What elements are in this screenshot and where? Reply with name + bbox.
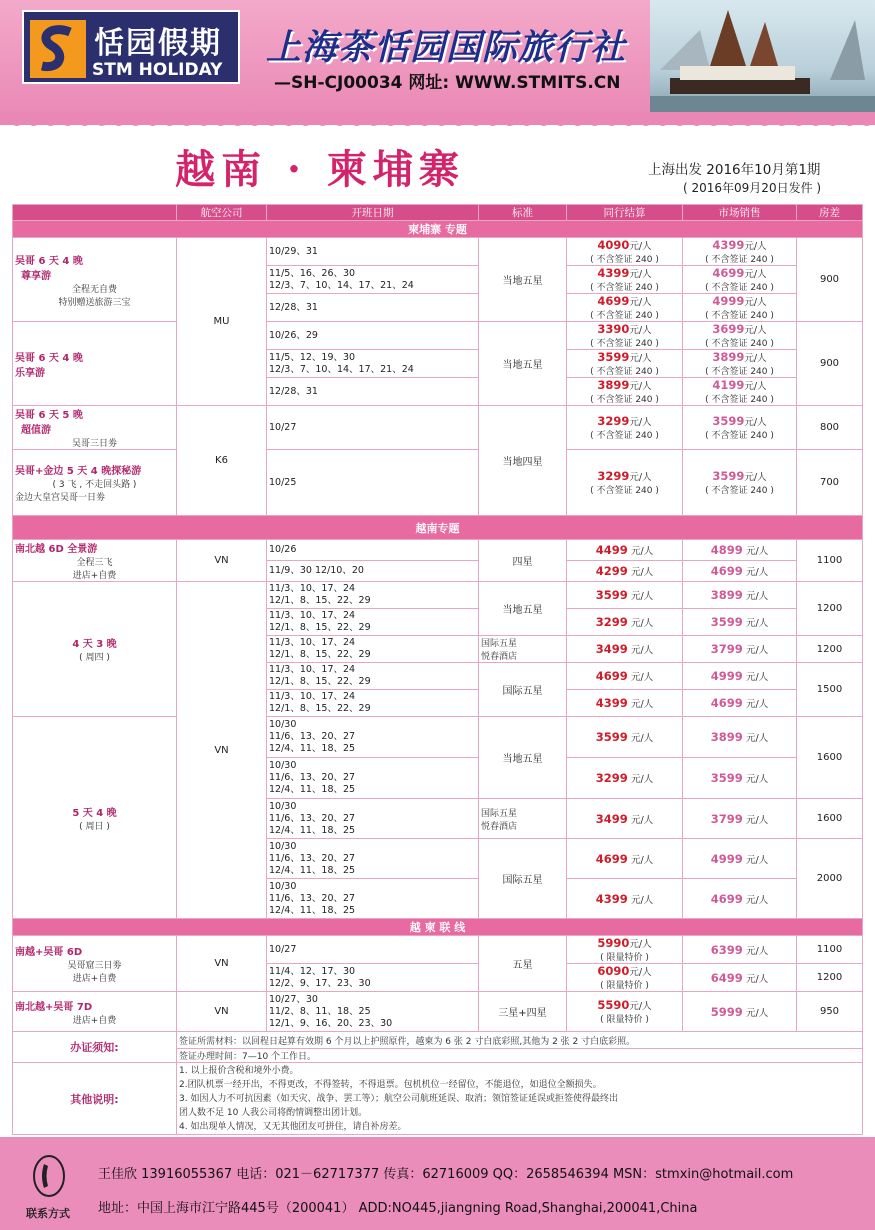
market-price: 4199元/人 ( 不含签证 240 ) xyxy=(683,378,797,406)
table-row xyxy=(13,322,863,350)
route-name[interactable]: 4 天 3 晚 xyxy=(72,639,117,650)
address-info: 地址：中国上海市江宁路445号（200041） ADD:NO445,jiangning Road,Shanghai,200041,China xyxy=(98,1201,698,1216)
tour-dates: 10/27、30 11/2、8、11、18、25 12/1、9、16、20、23、30 xyxy=(267,992,479,1032)
table-row xyxy=(13,450,863,516)
phone-icon xyxy=(32,1154,66,1198)
tour-dates: 10/26、29 xyxy=(267,322,479,350)
market-price: 4899 元/人 xyxy=(683,540,797,561)
trade-price: 3390元/人 ( 不含签证 240 ) xyxy=(567,322,683,350)
logo-s-icon xyxy=(30,20,86,78)
tour-dates: 10/30 11/6、13、20、27 12/4、11、18、25 xyxy=(267,839,479,879)
visa-note-row xyxy=(13,1032,863,1049)
tour-dates: 11/3、10、17、24 12/1、8、15、22、29 xyxy=(267,663,479,690)
market-price: 4699元/人 ( 不含签证 240 ) xyxy=(683,266,797,294)
room-diff: 950 xyxy=(797,992,863,1032)
table-row xyxy=(13,582,863,609)
hotel-standard: 当地五星 xyxy=(479,238,567,322)
section-combo: 越 柬 联 线 xyxy=(13,919,863,936)
tour-dates: 10/30 11/6、13、20、27 12/4、11、18、25 xyxy=(267,717,479,758)
logo-cn-text: 恬园假期 xyxy=(94,26,222,61)
route-name[interactable]: 南北越+吴哥 7D xyxy=(15,1001,93,1013)
route-note: ( 周日 ) xyxy=(79,821,110,832)
table-row xyxy=(13,238,863,266)
route-subname: 超值游 xyxy=(21,425,51,436)
hotel-standard: 三星+四星 xyxy=(479,992,567,1032)
trade-price: 4090元/人 ( 不含签证 240 ) xyxy=(567,238,683,266)
route-note: 进店+自费 xyxy=(72,974,117,984)
room-diff: 1600 xyxy=(797,799,863,839)
trade-price: 4399 元/人 xyxy=(567,879,683,919)
other-note-row xyxy=(13,1063,863,1135)
col-header-standard: 标准 xyxy=(479,205,567,221)
hotel-standard: 当地四星 xyxy=(479,406,567,516)
route-note: 金边大皇宫吴哥一日劵 xyxy=(15,493,106,503)
route-note: 进店+自费 xyxy=(72,571,117,581)
tour-dates: 12/28、31 xyxy=(267,378,479,406)
trade-price: 4399元/人 ( 不含签证 240 ) xyxy=(567,266,683,294)
section-vietnam: 越南专题 xyxy=(13,516,863,540)
route-name[interactable]: 吴哥 6 天 4 晚 xyxy=(15,352,83,364)
tour-dates: 10/26 xyxy=(267,540,479,561)
market-price: 3799 元/人 xyxy=(683,636,797,663)
tour-dates: 11/5、12、19、30 12/3、7、10、14、17、21、24 xyxy=(267,350,479,378)
market-price: 4699 元/人 xyxy=(683,561,797,582)
trade-price: 4499 元/人 xyxy=(567,540,683,561)
trade-price: 4399 元/人 xyxy=(567,690,683,717)
hotel-standard: 国际五星 xyxy=(479,663,567,717)
table-row xyxy=(13,717,863,758)
header-banner xyxy=(0,0,875,125)
junk-boat-photo xyxy=(650,0,875,118)
tour-dates: 12/28、31 xyxy=(267,294,479,322)
route-note: ( 周四 ) xyxy=(79,653,110,663)
trade-price: 3299 元/人 xyxy=(567,609,683,636)
route-name[interactable]: 5 天 4 晚 xyxy=(72,807,117,819)
contact-label: 联系方式 xyxy=(26,1207,70,1220)
route-note: 全程无自费 xyxy=(71,284,117,295)
other-note-label: 其他说明: xyxy=(13,1063,177,1135)
table-row xyxy=(13,406,863,450)
hotel-standard: 五星 xyxy=(479,936,567,992)
market-price: 4999 元/人 xyxy=(683,663,797,690)
room-diff: 900 xyxy=(797,322,863,406)
tour-dates: 11/9、30 12/10、20 xyxy=(267,561,479,582)
market-price: 4999元/人 ( 不含签证 240 ) xyxy=(683,294,797,322)
visa-note-text: 签证办理时间：7—10 个工作日。 xyxy=(177,1049,863,1063)
agency-name: 上海茶恬园国际旅行社 xyxy=(266,28,627,68)
visa-note-label: 办证须知: xyxy=(13,1032,177,1063)
room-diff: 1600 xyxy=(797,717,863,799)
tour-dates: 11/3、10、17、24 12/1、8、15、22、29 xyxy=(267,636,479,663)
price-table xyxy=(12,204,863,1135)
trade-price: 3599 元/人 xyxy=(567,717,683,758)
trade-price: 4699 元/人 xyxy=(567,839,683,879)
tour-dates: 10/27 xyxy=(267,936,479,964)
airline-code: VN xyxy=(177,582,267,919)
hotel-standard: 国际五星 xyxy=(479,839,567,919)
route-note: 吴哥三日劵 xyxy=(71,439,117,449)
col-header xyxy=(13,205,177,221)
market-price: 6399 元/人 xyxy=(683,936,797,964)
tour-dates: 11/3、10、17、24 12/1、8、15、22、29 xyxy=(267,609,479,636)
table-row xyxy=(13,540,863,561)
market-price: 3699元/人 ( 不含签证 240 ) xyxy=(683,322,797,350)
route-name[interactable]: 吴哥+金边 5 天 4 晚探秘游 xyxy=(15,466,142,477)
trade-price: 3299 元/人 xyxy=(567,758,683,799)
route-subname: 乐享游 xyxy=(15,367,45,379)
trade-price: 3599 元/人 xyxy=(567,582,683,609)
tour-dates: 10/25 xyxy=(267,450,479,516)
trade-price: 3899元/人 ( 不含签证 240 ) xyxy=(567,378,683,406)
departure-info: 上海出发 2016年10月第1期 xyxy=(648,162,821,178)
market-price: 3599 元/人 xyxy=(683,758,797,799)
trade-price: 4699元/人 ( 不含签证 240 ) xyxy=(567,294,683,322)
route-note: ( 3 飞 , 不走回头路 ) xyxy=(52,480,137,490)
room-diff: 800 xyxy=(797,406,863,450)
col-header-dates: 开班日期 xyxy=(267,205,479,221)
airline-code: VN xyxy=(177,992,267,1032)
hotel-standard: 当地五星 xyxy=(479,717,567,799)
tour-dates: 10/29、31 xyxy=(267,238,479,266)
hotel-standard: 国际五星 悦春酒店 xyxy=(479,636,567,663)
col-header-market-price: 市场销售 xyxy=(683,205,797,221)
route-name[interactable]: 南北越 6D 全景游 xyxy=(15,544,98,555)
trade-price: 5990元/人 ( 限量特价 ) xyxy=(567,936,683,964)
market-price: 3599元/人 ( 不含签证 240 ) xyxy=(683,406,797,450)
hotel-standard: 四星 xyxy=(479,540,567,582)
tour-dates: 10/30 11/6、13、20、27 12/4、11、18、25 xyxy=(267,799,479,839)
issue-date: ( 2016年09月20日发件 ) xyxy=(683,181,822,195)
logo-en-text: STM HOLIDAY xyxy=(92,60,223,80)
airline-code: MU xyxy=(177,238,267,406)
route-name[interactable]: 吴哥 6 天 4 晚 xyxy=(15,255,83,267)
room-diff: 900 xyxy=(797,238,863,322)
page-title: 越南 · 柬埔寨 xyxy=(175,146,465,193)
market-price: 4399元/人 ( 不含签证 240 ) xyxy=(683,238,797,266)
tour-dates: 10/27 xyxy=(267,406,479,450)
col-header-airline: 航空公司 xyxy=(177,205,267,221)
market-price: 6499 元/人 xyxy=(683,964,797,992)
scallop-border xyxy=(0,112,875,134)
hotel-standard: 当地五星 xyxy=(479,322,567,406)
room-diff: 1100 xyxy=(797,936,863,964)
market-price: 5999 元/人 xyxy=(683,992,797,1032)
room-diff: 700 xyxy=(797,450,863,516)
market-price: 3799 元/人 xyxy=(683,799,797,839)
route-note: 特别赠送旅游三宝 xyxy=(58,297,131,308)
trade-price: 5590元/人 ( 限量特价 ) xyxy=(567,992,683,1032)
trade-price: 4299 元/人 xyxy=(567,561,683,582)
trade-price: 3499 元/人 xyxy=(567,799,683,839)
airline-code: K6 xyxy=(177,406,267,516)
market-price: 4699 元/人 xyxy=(683,690,797,717)
market-price: 4999 元/人 xyxy=(683,839,797,879)
trade-price: 3299元/人 ( 不含签证 240 ) xyxy=(567,450,683,516)
contact-info[interactable]: 王佳欣 13916055367 电话：021－62717377 传真：62716009 QQ：2658546394 MSN：stmxin@hotmail.com xyxy=(98,1167,794,1182)
route-note: 全程三飞 xyxy=(76,558,113,568)
market-price: 4699 元/人 xyxy=(683,879,797,919)
col-header-room-diff: 房差 xyxy=(797,205,863,221)
market-price: 3899 元/人 xyxy=(683,717,797,758)
tour-dates: 10/30 11/6、13、20、27 12/4、11、18、25 xyxy=(267,758,479,799)
airline-code: VN xyxy=(177,540,267,582)
trade-price: 3499 元/人 xyxy=(567,636,683,663)
tour-dates: 11/4、12、17、30 12/2、9、17、23、30 xyxy=(267,964,479,992)
table-header-row xyxy=(13,205,863,221)
route-subname: 尊享游 xyxy=(21,270,51,282)
market-price: 3899元/人 ( 不含签证 240 ) xyxy=(683,350,797,378)
hotel-standard: 国际五星 悦春酒店 xyxy=(479,799,567,839)
tour-dates: 10/30 11/6、13、20、27 12/4、11、18、25 xyxy=(267,879,479,919)
col-header-trade-price: 同行结算 xyxy=(567,205,683,221)
tour-dates: 11/3、10、17、24 12/1、8、15、22、29 xyxy=(267,582,479,609)
room-diff: 1100 xyxy=(797,540,863,582)
route-note: 吴哥窟三日劵 xyxy=(67,961,122,971)
visa-note-text: 签证所需材料：以回程日起算有效期 6 个月以上护照原件，越柬为 6 张 2 寸白底彩照,其他为 2 张 2 寸白底彩照。 xyxy=(177,1032,863,1049)
route-name[interactable]: 南越+吴哥 6D xyxy=(15,947,83,958)
trade-price: 4699 元/人 xyxy=(567,663,683,690)
room-diff: 1200 xyxy=(797,582,863,636)
market-price: 3599元/人 ( 不含签证 240 ) xyxy=(683,450,797,516)
route-name[interactable]: 吴哥 6 天 5 晚 xyxy=(15,410,83,421)
room-diff: 1500 xyxy=(797,663,863,717)
airline-code: VN xyxy=(177,936,267,992)
table-row xyxy=(13,936,863,964)
trade-price: 3599元/人 ( 不含签证 240 ) xyxy=(567,350,683,378)
room-diff: 1200 xyxy=(797,636,863,663)
other-note-text: 1. 以上报价含税和境外小费。 2.团队机票一经开出，不得更改，不得签转，不得退票。包机机位一经留位，不能退位，如退位全额损失。 3. 如因人力不可抗因素（如天灾、战争、罢工等）；航空公司航班延误、取消；领馆签证延误或拒签使得最终出 团人数不足 10 人我公司将酌情调整出团计划。 4. 如出现单人情况，又无其他团友可拼住，请自补房差。 xyxy=(177,1063,863,1135)
tour-dates: 11/3、10、17、24 12/1、8、15、22、29 xyxy=(267,690,479,717)
market-price: 3899 元/人 xyxy=(683,582,797,609)
route-note: 进店+自费 xyxy=(72,1015,117,1026)
section-cambodia: 柬埔寨 专题 xyxy=(13,221,863,238)
license-website[interactable]: —SH-CJ00034 网址: WWW.STMITS.CN xyxy=(274,73,621,93)
trade-price: 3299元/人 ( 不含签证 240 ) xyxy=(567,406,683,450)
tour-dates: 11/5、16、26、30 12/3、7、10、14、17、21、24 xyxy=(267,266,479,294)
company-logo[interactable] xyxy=(22,10,240,84)
room-diff: 2000 xyxy=(797,839,863,919)
market-price: 3599 元/人 xyxy=(683,609,797,636)
hotel-standard: 当地五星 xyxy=(479,582,567,636)
contact-footer xyxy=(0,1137,875,1230)
trade-price: 6090元/人 ( 限量特价 ) xyxy=(567,964,683,992)
room-diff: 1200 xyxy=(797,964,863,992)
table-row xyxy=(13,992,863,1032)
